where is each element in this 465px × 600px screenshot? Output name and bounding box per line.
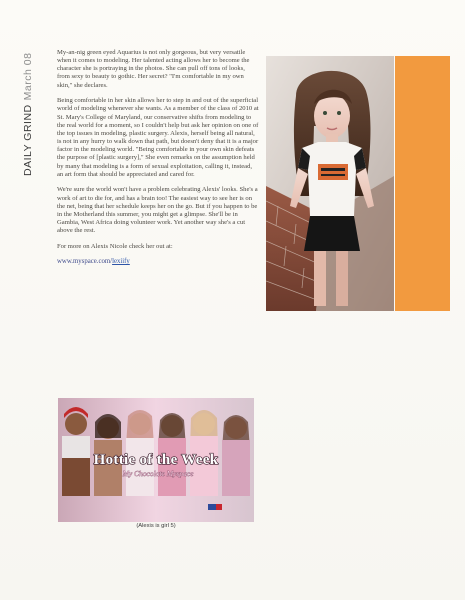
article-body [57,49,259,267]
collage-title: Hottie of the Week [93,452,219,468]
article-paragraph-1: My-an-nig green eyed Aquarius is not only gorgeous, but very versatile when it comes to modeling. Her talented acting allows her to become the character she is portraying in the photos. She can pull off tons of looks, from sexy to beauty to gothic. Her secret? "I'm comfortable in my own skin," she declares. [57,49,250,89]
collage-subtitle: My Chocolate Myspace [122,469,194,478]
more-info-line: For more on Alexis Nicole check her out at: [57,242,173,250]
collage-caption: (Alexis is girl 5) [136,523,176,529]
model-portrait-photo [266,56,394,311]
article-paragraph-3: We're sure the world won't have a problem celebrating Alexis' looks. She's a work of art to die for, and has a brain too! The easiest way to see her is on the net, being that her schedule keeps her on the go. But if you happen to be in the Motherland this summer, you might get a glimpse. She'll be in Gambia, West Africa doing volunteer work. Yet another way she's a cut above the rest. [57,186,258,235]
hottie-of-the-week-collage [58,398,254,522]
article-paragraph-2: Being comfortable in her skin allows her to step in and out of the superficial world of modeling whenever she wants. As a member of the class of 2010 at St. Mary's College of Maryland, our conservative shifts from modeling to the real world for a moment, so I couldn't help but ask her opinion on one of the top issues in modeling, plastic surgery. Alexis, herself being all natural, is not in any hurry to walk down that path, but doesn't deny that it is a major factor in the modeling world. "Being comfortable in your own skin defeats the purpose of [plastic surgery]," She even remarks on the assumption held by many that modeling is a form of sexual exploitation, calling it, instead, an art form that should be appreciated and cared for. [57,97,259,178]
orange-color-block [395,56,450,311]
magazine-name: DAILY GRIND [22,104,34,176]
vertical-masthead [22,46,36,176]
link-prefix: www.myspace.com/ [57,258,113,266]
myspace-link[interactable] [57,258,259,266]
link-handle: lexiify [112,258,130,266]
issue-date: March 08 [22,52,34,101]
